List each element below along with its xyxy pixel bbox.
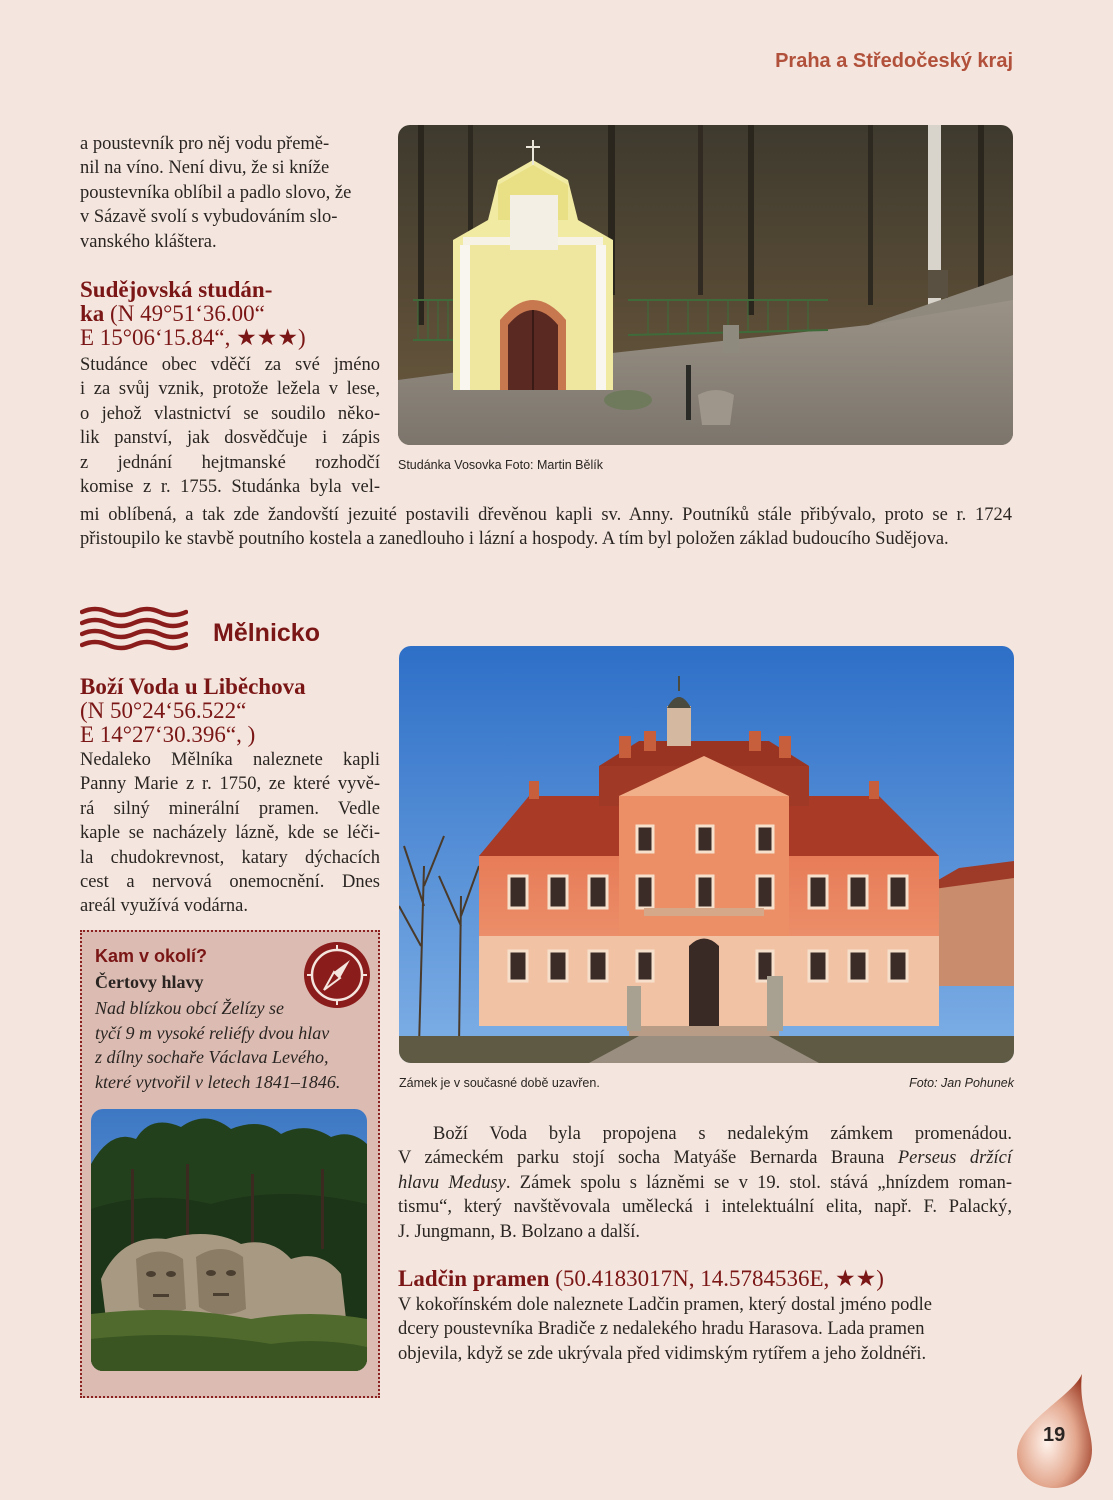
continuation-line: Boží Voda byla propojena s nedalekým zámkem promenádou. — [433, 1124, 1012, 1144]
bozi-voda-line: Panny Marie z r. 1750, ze které vyvě- — [80, 774, 380, 795]
continuation-italic: hlavu Medusy — [398, 1172, 506, 1193]
sudejov-line: o jehož vlastnictví se soudilo něko- — [80, 403, 380, 424]
chateau-photo — [399, 646, 1014, 1063]
bozi-voda-line: kaple se nacházely lázně, kde se léči- — [80, 823, 380, 844]
bozi-voda-line: rá silný minerální pramen. Vedle — [80, 798, 380, 819]
bozi-voda-coords-2: E 14°27‘30.396“, ) — [80, 722, 256, 747]
bozi-voda-line: cest a nervová onemocnění. Dnes — [80, 872, 380, 893]
sudejov-title-1: Sudějovská studán- — [80, 277, 273, 302]
sudejov-heading — [80, 278, 400, 350]
sudejov-line: Studánce obec vděčí za své jméno — [80, 355, 380, 375]
sudejov-paragraph — [80, 353, 380, 499]
nearby-box-line: Nad blízkou obcí Želízy se — [95, 998, 284, 1018]
bozi-voda-heading — [80, 675, 400, 747]
bozi-voda-paragraph — [80, 748, 380, 919]
running-head: Praha a Středočeský kraj — [775, 50, 1013, 72]
intro-line: vanského kláštera. — [80, 231, 217, 252]
ladcin-paragraph — [398, 1293, 1012, 1366]
bozi-voda-coords-1: (N 50°24‘56.522“ — [80, 698, 247, 723]
sudejov-line: komise z r. 1755. Studánka byla vel- — [80, 477, 380, 498]
nearby-box-line: z dílny sochaře Václava Levého, — [95, 1047, 329, 1067]
bozi-voda-line: la chudokrevnost, katary dýchacích — [80, 847, 380, 868]
nearby-box-text — [95, 996, 375, 1094]
nearby-box — [80, 930, 380, 1398]
nearby-box-line: tyčí 9 m vysoké reliéfy dvou hlav — [95, 1022, 330, 1043]
nearby-box-line: které vytvořil v letech 1841–1846. — [95, 1071, 341, 1092]
chapel-photo — [398, 125, 1013, 445]
section-title: Mělnicko — [213, 619, 320, 647]
intro-paragraph — [80, 132, 392, 254]
continuation-text: . Zámek spolu s lázněmi se v 19. stol. stává „hnízdem roman- — [505, 1172, 1012, 1193]
chateau-caption: Zámek je v současné době uzavřen. — [399, 1076, 600, 1090]
continuation-line: tismu“, který navštěvovala umělecká i intelektuální elita, např. F. Palacký, — [398, 1197, 1012, 1218]
waves-icon — [80, 606, 188, 652]
continuation-text: V zámeckém parku stojí socha Matyáše Bernarda Brauna — [398, 1148, 898, 1169]
continuation-paragraph — [398, 1122, 1012, 1244]
page-number: 19 — [1043, 1424, 1066, 1446]
sudejov-line: lik panství, jak dosvědčuje i zápis — [80, 428, 380, 449]
sudejov-line: z jednání hejtmanské rozhodčí — [80, 452, 380, 473]
ladcin-heading — [398, 1267, 1018, 1291]
sudejov-line: i za svůj vznik, protože ležela v lese, — [80, 379, 380, 400]
continuation-italic: Perseus držící — [897, 1148, 1012, 1169]
ladcin-line: V kokořínském dole naleznete Ladčin pramen, který dostal jméno podle — [398, 1295, 932, 1315]
continuation-line — [398, 1171, 1012, 1195]
bozi-voda-line: areál využívá vodárna. — [80, 896, 248, 917]
chateau-photo-credit: Foto: Jan Pohunek — [909, 1076, 1014, 1090]
intro-line: a poustevník pro něj vodu přemě- — [80, 134, 330, 154]
sudejov-coords-1: (N 49°51‘36.00“ — [104, 301, 265, 326]
sudejov-coords-2: E 15°06‘15.84“, ★★★) — [80, 325, 306, 350]
ladcin-line: objevila, když se zde ukrývala před vidimským rytířem a jeho žoldnéři. — [398, 1343, 927, 1364]
sudejov-title-2: ka — [80, 301, 105, 326]
intro-line: poustevníka oblíbil a padlo slovo, že — [80, 182, 352, 203]
continuation-line — [398, 1146, 1012, 1170]
nearby-box-title: Kam v okolí? — [95, 946, 208, 966]
ladcin-title: Ladčin pramen — [398, 1266, 550, 1291]
ladcin-coords: (50.4183017N, 14.5784536E, ★★) — [549, 1266, 884, 1291]
sudejov-wide-text: mi oblíbená, a tak zde žandovští jezuité postavili dřevěnou kapli sv. Anny. Poutníků stále přibývalo, proto se r. 1724 přistoupilo ke stavbě poutního kostela a zanedlouho i lázní a hospody. A tím byl položen základ budoucího Sudějova. — [80, 505, 1012, 550]
bozi-voda-title: Boží Voda u Liběchova — [80, 674, 306, 699]
chapel-photo-caption: Studánka Vosovka Foto: Martin Bělík — [398, 458, 603, 472]
continuation-line: J. Jungmann, B. Bolzano a další. — [398, 1221, 641, 1242]
intro-line: v Sázavě svolí s vybudováním slo- — [80, 207, 338, 228]
ladcin-line: dcery poustevníka Bradiče z nedalekého hradu Harasova. Lada pramen — [398, 1319, 925, 1340]
nearby-box-subtitle: Čertovy hlavy — [95, 972, 204, 992]
devil-heads-photo — [91, 1109, 367, 1371]
intro-line: nil na víno. Není divu, že si kníže — [80, 158, 330, 179]
bozi-voda-line: Nedaleko Mělníka naleznete kapli — [80, 750, 380, 770]
